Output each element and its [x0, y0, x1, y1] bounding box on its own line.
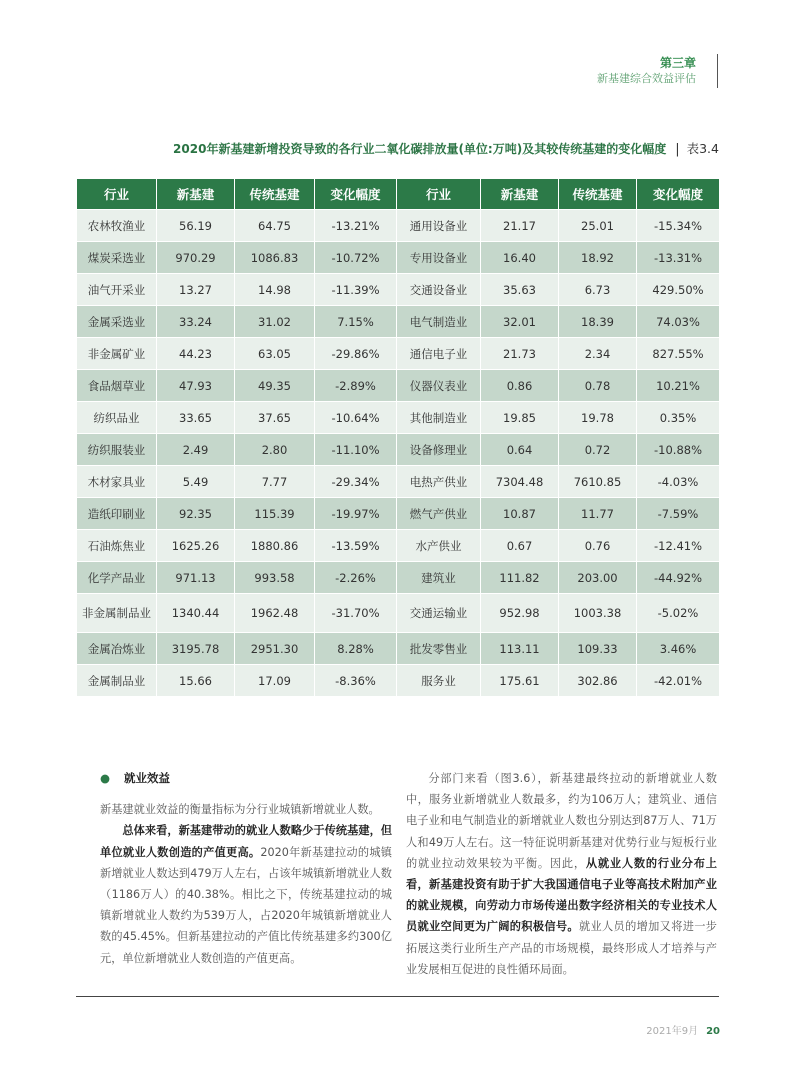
- table-cell: 21.73: [481, 338, 559, 370]
- table-cell: -7.59%: [637, 498, 720, 530]
- table-cell: 952.98: [481, 594, 559, 633]
- table-cell: 2951.30: [235, 633, 315, 665]
- table-row: [77, 665, 720, 697]
- table-cell: 2.34: [559, 338, 637, 370]
- header-cell: 行业: [77, 179, 157, 210]
- table-cell: 水产供业: [397, 530, 481, 562]
- table-cell: 10.87: [481, 498, 559, 530]
- table-cell: 3.46%: [637, 633, 720, 665]
- table-cell: 3195.78: [157, 633, 235, 665]
- table-cell: 21.17: [481, 210, 559, 242]
- table-cell: 批发零售业: [397, 633, 481, 665]
- table-cell: 6.73: [559, 274, 637, 306]
- table-row: [77, 370, 720, 402]
- table-cell: 0.35%: [637, 402, 720, 434]
- header-cell: 变化幅度: [637, 179, 720, 210]
- table-cell: 造纸印刷业: [77, 498, 157, 530]
- table-cell: 0.78: [559, 370, 637, 402]
- table-cell: -31.70%: [315, 594, 397, 633]
- table-cell: 18.92: [559, 242, 637, 274]
- table-title: [76, 138, 719, 158]
- header-cell: 新基建: [157, 179, 235, 210]
- table-row: [77, 594, 720, 633]
- table-cell: 仪器仪表业: [397, 370, 481, 402]
- table-cell: 44.23: [157, 338, 235, 370]
- bullet-icon: ●: [100, 771, 111, 785]
- paragraph-text: 分部门来看（图3.6），新基建最终拉动的新增就业人数中，服务业新增就业人数最多，约为106万人；建筑业、通信电子业和电气制造业的新增就业人数也分别达到87万人、71万人和49万人左右。这一特征说明新基建对优势行业与短板行业的就业拉动效果较为平衡。因此，: [406, 772, 717, 870]
- table-cell: -12.41%: [637, 530, 720, 562]
- table-cell: 16.40: [481, 242, 559, 274]
- table-row: [77, 402, 720, 434]
- table-cell: 109.33: [559, 633, 637, 665]
- table-cell: 2.49: [157, 434, 235, 466]
- table-cell: 32.01: [481, 306, 559, 338]
- table-cell: -10.64%: [315, 402, 397, 434]
- table-cell: 1086.83: [235, 242, 315, 274]
- table-cell: 113.11: [481, 633, 559, 665]
- table-cell: -42.01%: [637, 665, 720, 697]
- table-cell: 970.29: [157, 242, 235, 274]
- paragraph-bold: 从就业人数的行业分布上看，新基建投资有助于扩大我国通信电子业等高技术附加产业的就业规模，向劳动力市场传递出数字经济相关的专业技术人员就业空间更为广阔的积极信号。: [406, 856, 717, 934]
- table-row: [77, 306, 720, 338]
- table-cell: 18.39: [559, 306, 637, 338]
- table-cell: 19.85: [481, 402, 559, 434]
- table-cell: 0.72: [559, 434, 637, 466]
- table-row: [77, 562, 720, 594]
- table-cell: 0.64: [481, 434, 559, 466]
- table-cell: 7.15%: [315, 306, 397, 338]
- table-cell: 111.82: [481, 562, 559, 594]
- lead-paragraph: 新基建就业效益的衡量指标为分行业城镇新增就业人数。: [100, 803, 380, 817]
- paragraph-text: 2020年新基建拉动的城镇新增就业人数达到479万人左右，占该年城镇新增就业人数（1186万人）的40.38%。相比之下，传统基建拉动的城镇新增就业人数约为539万人，占2020年城镇新增就业人数的45.45%。但新基建拉动的产值比传统基建多约300亿元，单位新增就业人数创造的产值更高。: [100, 845, 392, 965]
- table-cell: 交通运输业: [397, 594, 481, 633]
- header-cell: 新基建: [481, 179, 559, 210]
- header-cell: 传统基建: [559, 179, 637, 210]
- table-cell: -29.86%: [315, 338, 397, 370]
- table-cell: 25.01: [559, 210, 637, 242]
- table-cell: 35.63: [481, 274, 559, 306]
- table-cell: 金属制品业: [77, 665, 157, 697]
- table-cell: 56.19: [157, 210, 235, 242]
- table-cell: 建筑业: [397, 562, 481, 594]
- table-cell: 63.05: [235, 338, 315, 370]
- header-cell: 变化幅度: [315, 179, 397, 210]
- table-cell: -11.39%: [315, 274, 397, 306]
- table-cell: 8.28%: [315, 633, 397, 665]
- table-cell: 食品烟草业: [77, 370, 157, 402]
- table-cell: 302.86: [559, 665, 637, 697]
- table-row: [77, 338, 720, 370]
- table-cell: -29.34%: [315, 466, 397, 498]
- table-row: [77, 633, 720, 665]
- table-cell: -4.03%: [637, 466, 720, 498]
- chapter-subtitle: 新基建综合效益评估: [597, 72, 696, 85]
- chapter-divider: [717, 54, 718, 88]
- table-cell: 13.27: [157, 274, 235, 306]
- table-cell: 64.75: [235, 210, 315, 242]
- table-cell: -10.72%: [315, 242, 397, 274]
- header-cell: 行业: [397, 179, 481, 210]
- table-cell: 木材家具业: [77, 466, 157, 498]
- table-cell: 7610.85: [559, 466, 637, 498]
- table-cell: 交通设备业: [397, 274, 481, 306]
- footer: [646, 1022, 720, 1037]
- table-cell: 非金属矿业: [77, 338, 157, 370]
- table-cell: -2.26%: [315, 562, 397, 594]
- paragraph: [406, 768, 717, 980]
- table-cell: -15.34%: [637, 210, 720, 242]
- table-cell: 14.98: [235, 274, 315, 306]
- emissions-table: [76, 178, 720, 697]
- table-cell: -10.88%: [637, 434, 720, 466]
- table-cell: 971.13: [157, 562, 235, 594]
- table-cell: -11.10%: [315, 434, 397, 466]
- chapter-number: 第三章: [659, 56, 696, 70]
- section-heading: [100, 768, 392, 789]
- table-cell: 92.35: [157, 498, 235, 530]
- table-cell: 175.61: [481, 665, 559, 697]
- table-cell: 1880.86: [235, 530, 315, 562]
- table-cell: 1625.26: [157, 530, 235, 562]
- table-row: [77, 434, 720, 466]
- table-cell: 服务业: [397, 665, 481, 697]
- table-cell: 37.65: [235, 402, 315, 434]
- footer-date: 2021年9月: [646, 1026, 699, 1037]
- paragraph-text: 就业人员的增加又将进一步拓展这类行业所生产产品的市场规模，最终形成人才培养与产业发展相互促进的良性循环局面。: [406, 920, 717, 976]
- table-cell: 429.50%: [637, 274, 720, 306]
- table-cell: 0.86: [481, 370, 559, 402]
- table-header-row: [77, 179, 720, 210]
- table-row: [77, 530, 720, 562]
- table-cell: 电热产供业: [397, 466, 481, 498]
- table-cell: 金属采选业: [77, 306, 157, 338]
- table-cell: -44.92%: [637, 562, 720, 594]
- table-row: [77, 242, 720, 274]
- table-cell: 19.78: [559, 402, 637, 434]
- table-cell: 0.76: [559, 530, 637, 562]
- table-cell: 10.21%: [637, 370, 720, 402]
- table-cell: 17.09: [235, 665, 315, 697]
- table-cell: 31.02: [235, 306, 315, 338]
- table-cell: -8.36%: [315, 665, 397, 697]
- table-cell: 15.66: [157, 665, 235, 697]
- table-cell: 燃气产供业: [397, 498, 481, 530]
- table-cell: 煤炭采选业: [77, 242, 157, 274]
- table-cell: 通信电子业: [397, 338, 481, 370]
- table-cell: 石油炼焦业: [77, 530, 157, 562]
- table-cell: 115.39: [235, 498, 315, 530]
- table-cell: 74.03%: [637, 306, 720, 338]
- table-cell: 通用设备业: [397, 210, 481, 242]
- table-cell: 油气开采业: [77, 274, 157, 306]
- table-cell: 49.35: [235, 370, 315, 402]
- table-cell: 827.55%: [637, 338, 720, 370]
- table-cell: 纺织服装业: [77, 434, 157, 466]
- table-cell: 化学产品业: [77, 562, 157, 594]
- table-cell: 金属冶炼业: [77, 633, 157, 665]
- table-cell: 11.77: [559, 498, 637, 530]
- table-cell: 1340.44: [157, 594, 235, 633]
- table-cell: 专用设备业: [397, 242, 481, 274]
- table-row: [77, 498, 720, 530]
- table-cell: 1003.38: [559, 594, 637, 633]
- table-cell: 纺织品业: [77, 402, 157, 434]
- page-number: 20: [706, 1026, 720, 1037]
- employment-left-column: [100, 768, 392, 969]
- table-cell: -2.89%: [315, 370, 397, 402]
- chapter-header: [597, 55, 696, 87]
- table-cell: 2.80: [235, 434, 315, 466]
- table-cell: 农林牧渔业: [77, 210, 157, 242]
- table-row: [77, 210, 720, 242]
- table-cell: 1962.48: [235, 594, 315, 633]
- table-cell: 非金属制品业: [77, 594, 157, 633]
- table-cell: 47.93: [157, 370, 235, 402]
- header-cell: 传统基建: [235, 179, 315, 210]
- table-cell: 7.77: [235, 466, 315, 498]
- table-row: [77, 466, 720, 498]
- paragraph-bold: 总体来看，新基建带动的就业人数略少于传统基建，但单位就业人数创造的产值更高。: [100, 824, 392, 859]
- table-cell: -19.97%: [315, 498, 397, 530]
- table-cell: 33.65: [157, 402, 235, 434]
- table-cell: 993.58: [235, 562, 315, 594]
- table-cell: 0.67: [481, 530, 559, 562]
- table-row: [77, 274, 720, 306]
- footer-divider: [76, 996, 719, 997]
- employment-right-column: [406, 768, 717, 980]
- title-separator: |: [675, 142, 680, 157]
- table-cell: 设备修理业: [397, 434, 481, 466]
- table-number: 表3.4: [686, 141, 719, 156]
- table-caption: 2020年新基建新增投资导致的各行业二氧化碳排放量(单位:万吨)及其较传统基建的变化幅度: [173, 142, 667, 156]
- table-cell: 其他制造业: [397, 402, 481, 434]
- table-cell: -13.31%: [637, 242, 720, 274]
- table-cell: 33.24: [157, 306, 235, 338]
- table-cell: 7304.48: [481, 466, 559, 498]
- table-cell: -13.21%: [315, 210, 397, 242]
- table-cell: 5.49: [157, 466, 235, 498]
- table-cell: 电气制造业: [397, 306, 481, 338]
- section-heading-text: 就业效益: [124, 771, 171, 785]
- table-cell: -13.59%: [315, 530, 397, 562]
- table-cell: -5.02%: [637, 594, 720, 633]
- table-cell: 203.00: [559, 562, 637, 594]
- paragraph: [100, 820, 392, 968]
